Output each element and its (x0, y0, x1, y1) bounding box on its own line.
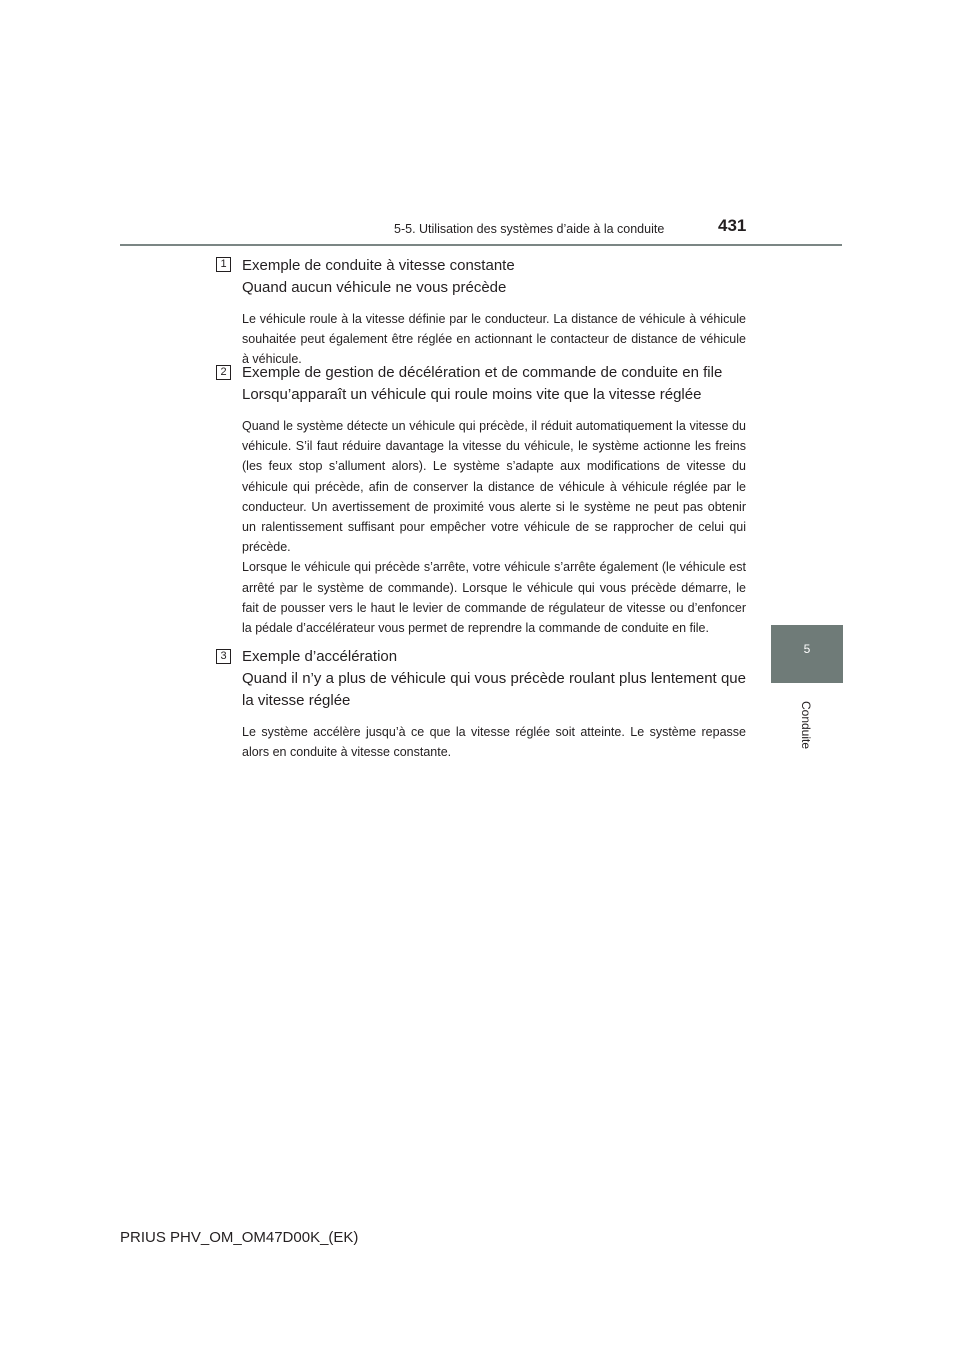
item-title-line2: Quand il n’y a plus de véhicule qui vous précède roulant plus lentement que la vitesse réglée (242, 670, 746, 709)
item-body (242, 309, 746, 370)
item-number-badge: 2 (216, 365, 231, 380)
item-body-paragraph: Le véhicule roule à la vitesse définie par le conducteur. La distance de véhicule à véhicule souhaitée peut également être réglée en actionnant le contacteur de distance de véhicule à véhicule. (242, 312, 746, 367)
item-body (242, 416, 746, 638)
chapter-tab: 5 (771, 625, 843, 683)
item-body (242, 722, 746, 762)
page-number: 431 (718, 216, 747, 235)
item-title-line1: Exemple de gestion de décélération et de commande de conduite en file (242, 364, 723, 381)
document-id: PRIUS PHV_OM_OM47D00K_(EK) (120, 1229, 359, 1246)
list-item-3 (216, 646, 746, 762)
item-title-line2: Lorsqu’apparaît un véhicule qui roule moins vite que la vitesse réglée (242, 386, 702, 403)
item-body-paragraph: Quand le système détecte un véhicule qui précède, il réduit automatiquement la vitesse du véhicule. S’il faut réduire davantage la vitesse du véhicule, le système actionne les freins (les feux stop s’allument alors). Le système s’adapte aux modifications de vitesse du véhicule qui précède, afin de conserver la distance de véhicule à véhicule réglée par le conducteur. Un avertissement de proximité vous alerte si le système ne peut pas obtenir un ralentissement suffisant pour empêcher votre véhicule de se rapprocher de celui qui précède. (242, 419, 746, 555)
item-title-line2: Quand aucun véhicule ne vous précède (242, 279, 507, 296)
item-number-badge: 1 (216, 257, 231, 272)
item-number-badge: 3 (216, 649, 231, 664)
header-divider (120, 244, 842, 246)
chapter-tab-label: Conduite (799, 700, 813, 750)
list-item-1 (216, 255, 746, 370)
item-body-paragraph: Le système accélère jusqu’à ce que la vitesse réglée soit atteinte. Le système repasse alors en conduite à vitesse constante. (242, 725, 746, 760)
list-item-2 (216, 362, 746, 638)
item-title-line1: Exemple de conduite à vitesse constante (242, 257, 515, 274)
header-section-title: 5-5. Utilisation des systèmes d’aide à la conduite (394, 222, 665, 236)
item-body-paragraph: Lorsque le véhicule qui précède s’arrête, votre véhicule s’arrête également (le véhicule est arrêté par le système de commande). Lorsque le véhicule qui vous précède démarre, le fait de pousser vers le haut le levier de commande de régulateur de vitesse ou d’enfoncer la pédale d’accélérateur vous permet de reprendre la commande de conduite en file. (242, 560, 746, 636)
item-title-line1: Exemple d’accélération (242, 648, 398, 665)
